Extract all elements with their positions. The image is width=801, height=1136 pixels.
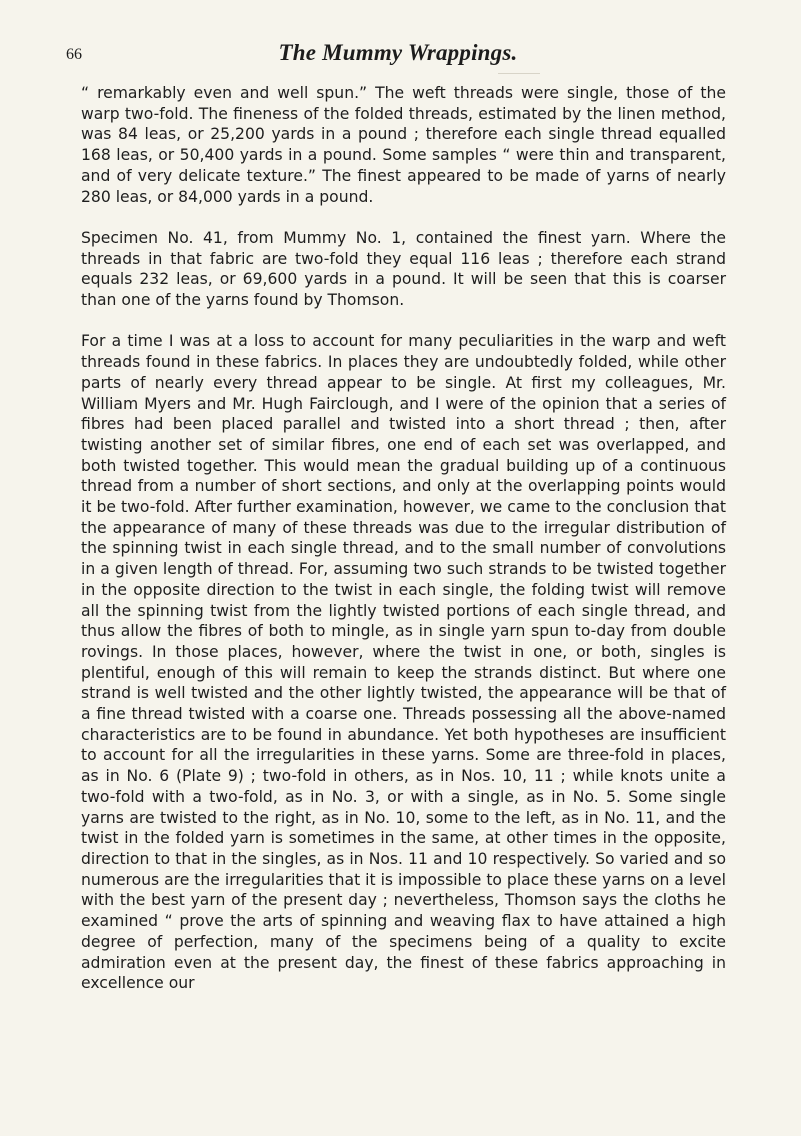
paragraph-2: Specimen No. 41, from Mummy No. 1, contained the finest yarn. Where the threads in that fabric are two-fold they equal 116 leas ; therefore each strand equals 232 leas, or 69,600 yards in a pound. It will be seen that this is coarser than one of the yarns found by Thomson.: [81, 228, 726, 310]
paragraph-3: For a time I was at a loss to account for many peculiarities in the warp and weft threads found in these fabrics. In places they are undoubtedly folded, while other parts of nearly every thread appear to be single. At first my colleagues, Mr. William Myers and Mr. Hugh Fairclough, and I were of the opinion that a series of fibres had been placed parallel and twisted into a short thread ; then, after twisting another set of similar fibres, one end of each set was overlapped, and both twisted together. This would mean the gradual building up of a continuous thread from a number of short sections, and only at the overlapping points would it be two-fold. After further examination, however, we came to the conclusion that the appearance of many of these threads was due to the irregular distribution of the spinning twist in each single thread, and to the small number of convolutions in a given length of thread. For, assuming two such strands to be twisted together in the opposite direction to the twist in each single, the folding twist will remove all the spinning twist from the lightly twisted portions of each single thread, and thus allow the fibres of both to mingle, as in single yarn spun to-day from double rovings. In those places, however, where the twist in one, or both, singles is plentiful, enough of this will remain to keep the strands distinct. But where one strand is well twisted and the other lightly twisted, the appearance will be that of a fine thread twisted with a coarse one. Threads possessing all the above-named characteristics are to be found in abundance. Yet both hypotheses are insufficient to account for all the irregularities in these yarns. Some are three-fold in places, as in No. 6 (Plate 9) ; two-fold in others, as in Nos. 10, 11 ; while knots unite a two-fold with a two-fold, as in No. 3, or with a single, as in No. 5. Some single yarns are twisted to the right, as in No. 10, some to the left, as in No. 11, and the twist in the folded yarn is sometimes in the same, at other times in the opposite, direction to that in the singles, as in Nos. 11 and 10 respectively. So varied and so numerous are the irregularities that it is impossible to place these yarns on a level with the best yarn of the present day ; nevertheless, Thomson says the cloths he examined “ prove the arts of spinning and weaving flax to have attained a high degree of perfection, many of the specimens being of a quality to excite admiration even at the present day, the finest of these fabrics approaching in excellence our: [81, 332, 726, 993]
body-text: [81, 83, 726, 994]
paragraph-1: “ remarkably even and well spun.” The weft threads were single, those of the warp two-fold. The fineness of the folded threads, estimated by the linen method, was 84 leas, or 25,200 yards in a pound ; therefore each single thread equalled 168 leas, or 50,400 yards in a pound. Some samples “ were thin and transparent, and of very delicate texture.” The finest appeared to be made of yarns of nearly 280 leas, or 84,000 yards in a pound.: [81, 84, 726, 206]
page-header: [66, 40, 730, 70]
page-number: 66: [66, 46, 82, 63]
header-rule: [498, 73, 540, 74]
running-title: The Mummy Wrappings.: [278, 40, 518, 65]
